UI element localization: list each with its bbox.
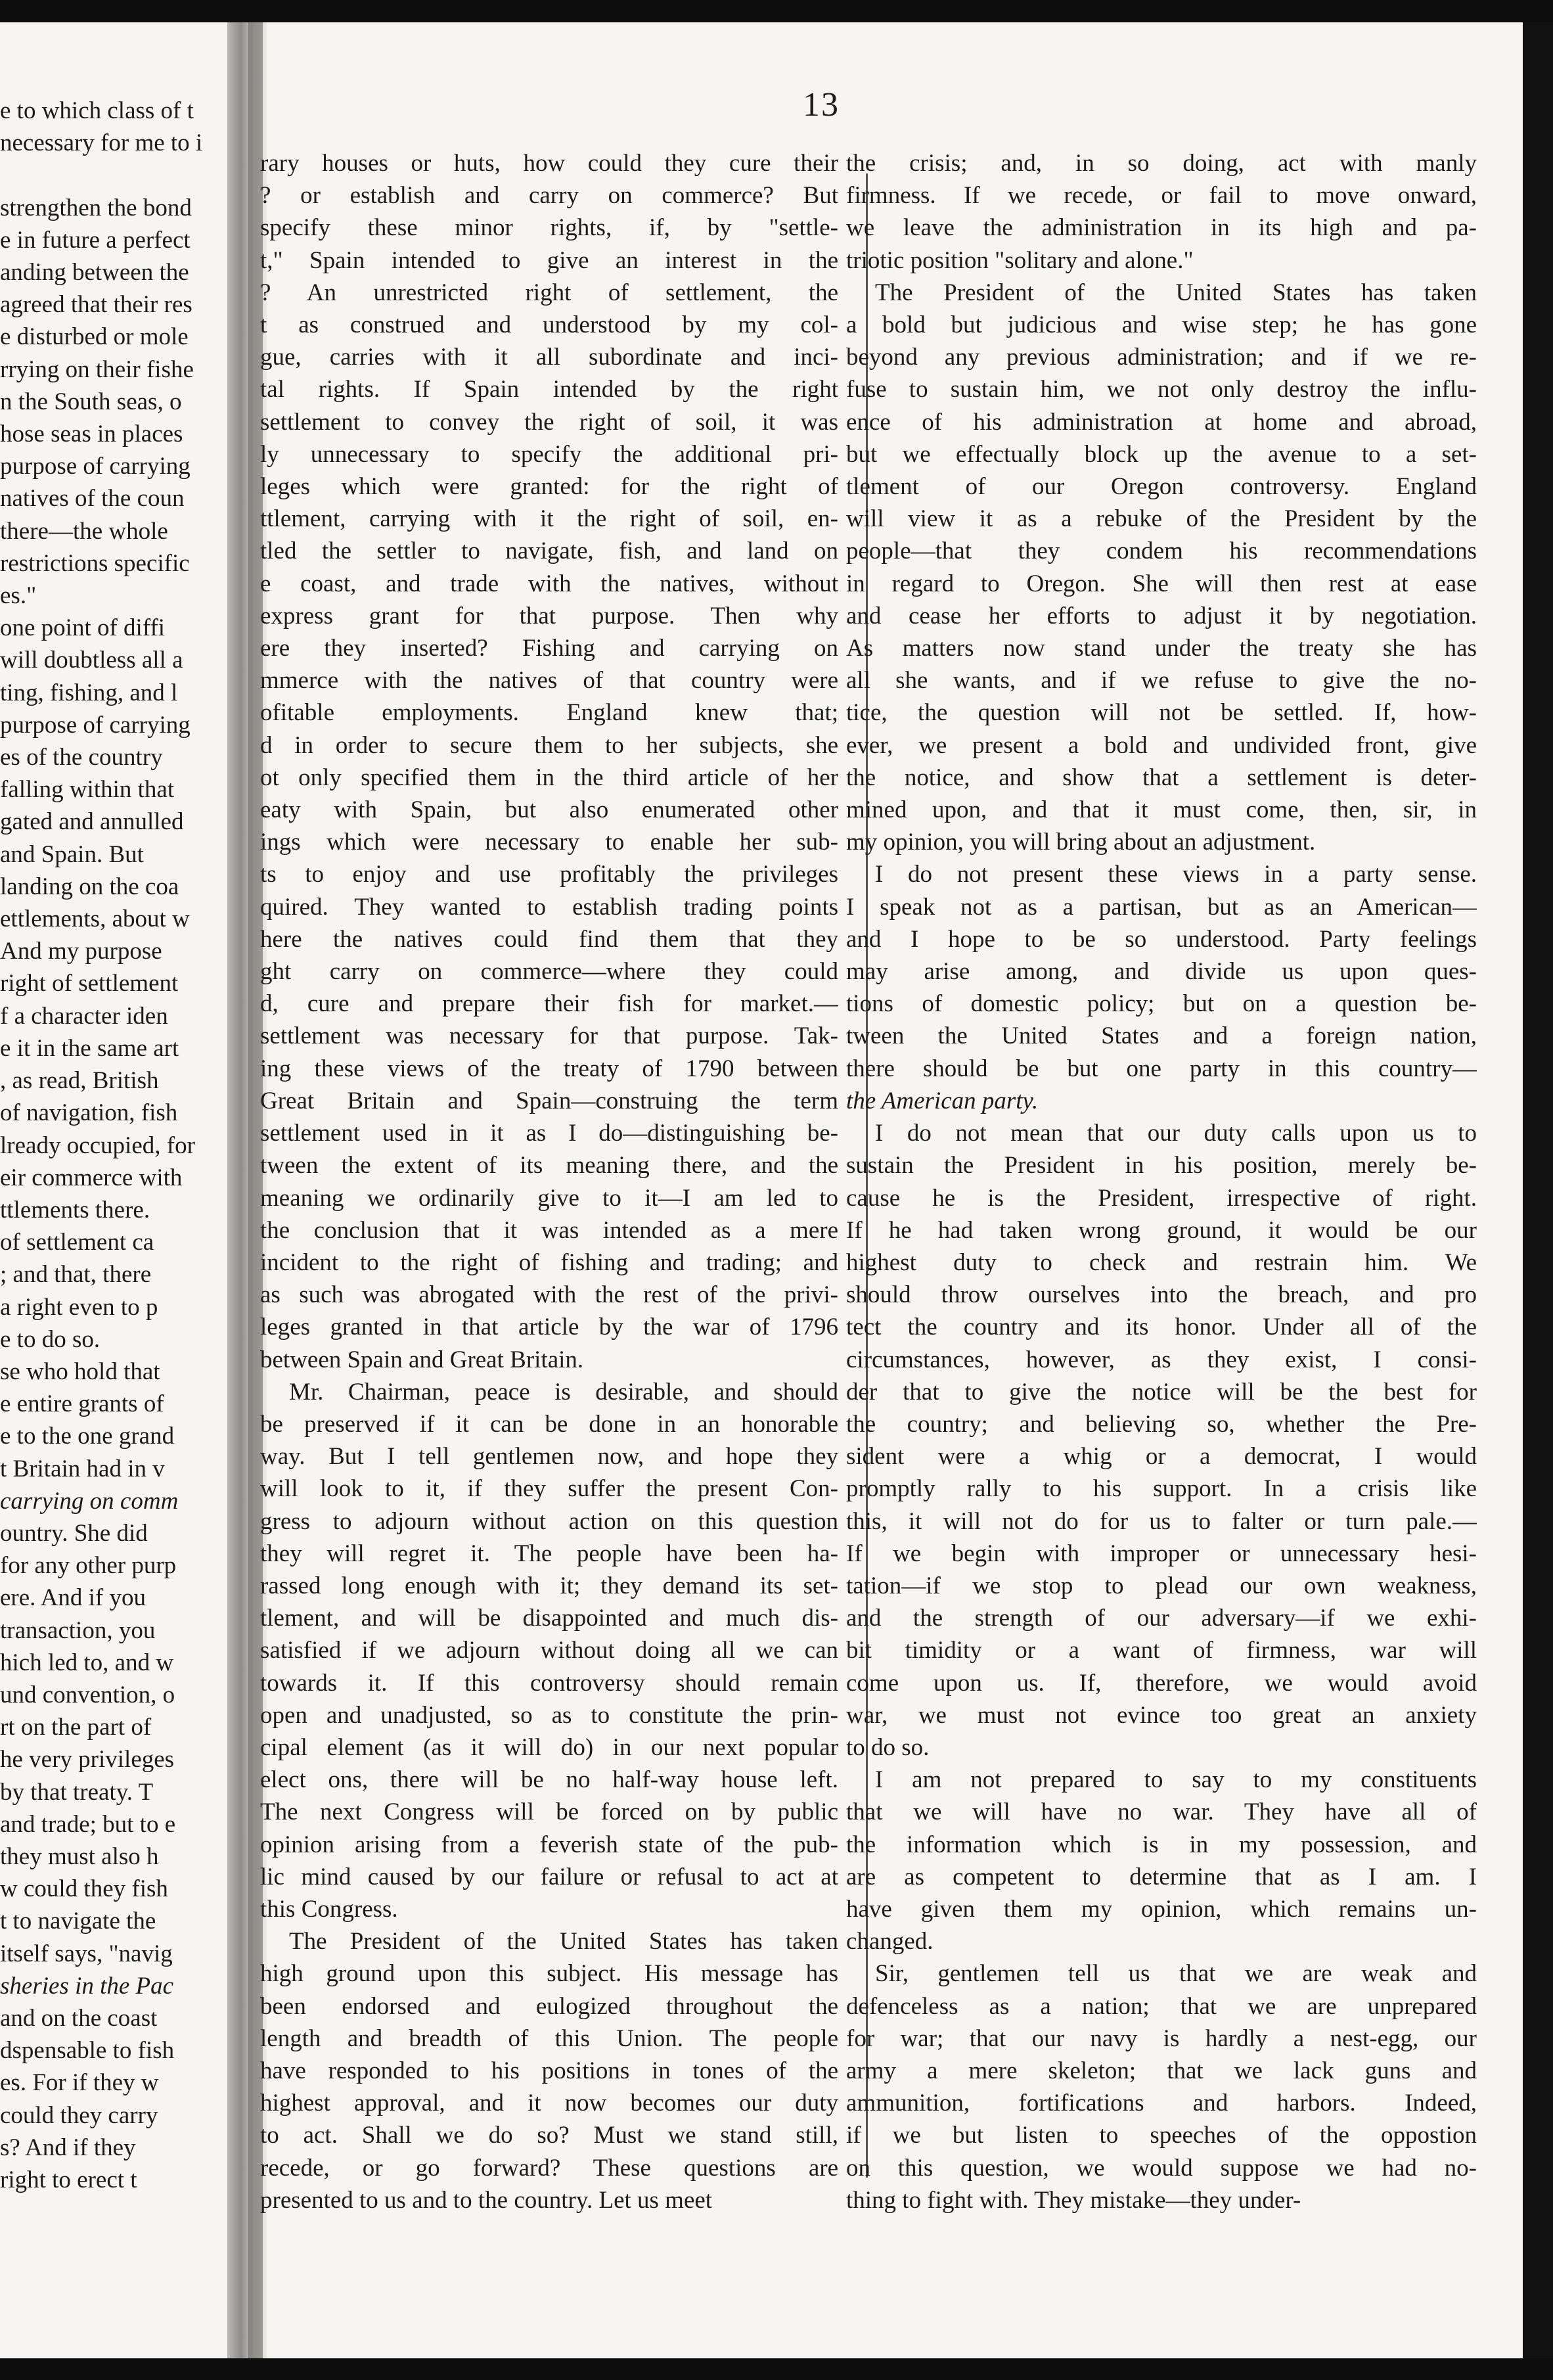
text-line: sident were a whig or a democrat, I would xyxy=(846,1443,1477,1471)
text-line: hich led to, and w xyxy=(0,1649,174,1676)
text-line: und convention, o xyxy=(0,1681,175,1708)
text-line: lready occupied, for xyxy=(0,1132,195,1159)
text-line: war, we must not evince too great an anxiety xyxy=(846,1701,1477,1729)
right-column xyxy=(846,147,1477,2216)
text-line: es. For if they w xyxy=(0,2069,159,2097)
text-line: ever, we present a bold and undivided front, give xyxy=(846,731,1477,759)
text-line: will look to it, if they suffer the present Con- xyxy=(260,1475,838,1503)
text-line xyxy=(0,159,231,191)
text-line: tlement of our Oregon controversy. England xyxy=(846,473,1477,501)
text-line: the information which is in my possession, and xyxy=(846,1831,1477,1858)
text-line: I speak not as a partisan, but as an American— xyxy=(846,893,1477,921)
text-line: circumstances, however, as they exist, I consi- xyxy=(846,1346,1477,1373)
text-line: have given them my opinion, which remains un- xyxy=(846,1895,1477,1923)
text-line: as such was abrogated with the rest of the privi- xyxy=(260,1281,838,1309)
text-line: ; and that, there xyxy=(0,1261,152,1289)
text-line: mined upon, and that it must come, then, sir, in xyxy=(846,796,1477,824)
text-line: should throw ourselves into the breach, and pro xyxy=(846,1281,1477,1309)
text-line: there should be but one party in this country— xyxy=(846,1055,1477,1082)
text-line: d, cure and prepare their fish for market.— xyxy=(260,990,838,1018)
text-line: Great Britain and Spain—construing the term xyxy=(260,1087,838,1114)
text-line: I am not prepared to say to my constituents xyxy=(875,1766,1477,1794)
text-line: tation—if we stop to plead our own weakness, xyxy=(846,1572,1477,1599)
text-line: t as construed and understood by my col- xyxy=(260,311,838,339)
text-line: by that treaty. T xyxy=(0,1778,154,1806)
text-line: satisfied if we adjourn without doing all we can xyxy=(260,1637,838,1664)
text-line: The President of the United States has taken xyxy=(875,279,1477,306)
text-line: the conclusion that it was intended as a mere xyxy=(260,1216,838,1244)
text-line: ence of his administration at home and abroad, xyxy=(846,408,1477,436)
text-line: and on the coast xyxy=(0,2004,158,2032)
text-line: defenceless as a nation; that we are unprepared xyxy=(846,1992,1477,2020)
text-line: he very privileges xyxy=(0,1746,175,1774)
text-line: presented to us and to the country. Let us meet xyxy=(260,2186,713,2214)
text-line: If we begin with improper or unnecessary hesi- xyxy=(846,1540,1477,1567)
text-line: mmerce with the natives of that country were xyxy=(260,667,838,695)
text-line: rt on the part of xyxy=(0,1714,152,1741)
text-line: I do not present these views in a party sense. xyxy=(875,861,1477,888)
text-line: ght carry on commerce—where they could xyxy=(260,958,838,986)
text-line: tlement, and will be disappointed and much dis- xyxy=(260,1605,838,1632)
text-line: the crisis; and, in so doing, act with manly xyxy=(846,150,1477,177)
text-line: settlement used in it as I do—distinguishing be- xyxy=(260,1120,838,1147)
text-line: open and unadjusted, so as to constitute the prin- xyxy=(260,1701,838,1729)
text-line: we leave the administration in its high and pa- xyxy=(846,214,1477,242)
text-line: highest approval, and it now becomes our duty xyxy=(260,2090,838,2117)
text-line: here the natives could find them that they xyxy=(260,925,838,953)
text-line: towards it. If this controversy should remain xyxy=(260,1669,838,1697)
text-line: hose seas in places xyxy=(0,421,183,448)
text-line: e coast, and trade with the natives, without xyxy=(260,570,838,597)
text-line: anding between the xyxy=(0,259,189,286)
left-page-fragment xyxy=(0,95,231,2196)
text-line: , as read, British xyxy=(0,1067,159,1095)
text-line: between Spain and Great Britain. xyxy=(260,1346,584,1373)
text-line: in regard to Oregon. She will then rest at ease xyxy=(846,570,1477,597)
text-line: Mr. Chairman, peace is desirable, and should xyxy=(289,1378,838,1406)
text-line: will doubtless all a xyxy=(0,647,183,674)
text-line: restrictions specific xyxy=(0,549,190,577)
text-line: ting, fishing, and l xyxy=(0,679,178,706)
text-line: ofitable employments. England knew that; xyxy=(260,699,838,727)
text-line: s? And if they xyxy=(0,2134,136,2161)
text-line: specify these minor rights, if, by "settle- xyxy=(260,214,838,242)
text-line: carrying on comm xyxy=(0,1487,179,1515)
text-line: if we but listen to speeches of the oppostion xyxy=(846,2122,1477,2149)
text-line: bit timidity or a want of firmness, war will xyxy=(846,1637,1477,1664)
text-line: that we will have no war. They have all of xyxy=(846,1798,1477,1826)
text-line: could they carry xyxy=(0,2101,158,2129)
text-line: firmness. If we recede, or fail to move onward, xyxy=(846,182,1477,210)
text-line: promptly rally to his support. In a crisis like xyxy=(846,1475,1477,1503)
text-line: this Congress. xyxy=(260,1895,398,1923)
text-line: se who hold that xyxy=(0,1358,160,1385)
text-line: ot only specified them in the third article of her xyxy=(260,764,838,791)
text-line: gue, carries with it all subordinate and inci- xyxy=(260,344,838,371)
text-line: sustain the President in his position, merely be- xyxy=(846,1152,1477,1179)
text-line: and I hope to be so understood. Party feelings xyxy=(846,925,1477,953)
text-line: leges which were granted: for the right of xyxy=(260,473,838,501)
text-line: es." xyxy=(0,582,37,610)
text-line: necessary for me to i xyxy=(0,129,203,157)
text-line: may arise among, and divide us upon ques- xyxy=(846,958,1477,986)
text-line: landing on the coa xyxy=(0,873,179,900)
text-line: thing to fight with. They mistake—they under- xyxy=(846,2186,1301,2214)
scanned-page xyxy=(0,22,1523,2358)
text-line: f a character iden xyxy=(0,1002,168,1030)
text-line: a bold but judicious and wise step; he has gone xyxy=(846,311,1477,339)
text-line: tions of domestic policy; but on a question be- xyxy=(846,990,1477,1018)
text-line: tect the country and its honor. Under all of the xyxy=(846,1314,1477,1341)
text-line: for war; that our navy is hardly a nest-egg, our xyxy=(846,2025,1477,2052)
text-line: people—that they condem his recommendations xyxy=(846,538,1477,565)
text-line: purpose of carrying xyxy=(0,453,191,480)
text-line: ettlements, about w xyxy=(0,905,190,933)
text-line: come upon us. If, therefore, we would avoid xyxy=(846,1669,1477,1697)
text-line: to do so. xyxy=(846,1733,930,1761)
text-line: ammunition, fortifications and harbors. Indeed, xyxy=(846,2090,1477,2117)
text-line: If he had taken wrong ground, it would be our xyxy=(846,1216,1477,1244)
text-line: length and breadth of this Union. The people xyxy=(260,2025,838,2052)
text-line: sheries in the Pac xyxy=(0,1972,174,2000)
text-line: e disturbed or mole xyxy=(0,323,189,351)
text-line: right of settlement xyxy=(0,970,179,997)
text-line: t Britain had in v xyxy=(0,1455,165,1482)
text-line: right to erect t xyxy=(0,2166,137,2193)
text-line: eir commerce with xyxy=(0,1164,183,1191)
text-line: ly unnecessary to specify the additional pri- xyxy=(260,440,838,468)
text-line: ere. And if you xyxy=(0,1584,146,1612)
text-line: beyond any previous administration; and if we re- xyxy=(846,344,1477,371)
text-line: purpose of carrying xyxy=(0,711,191,739)
text-line: way. But I tell gentlemen now, and hope they xyxy=(260,1443,838,1471)
text-line: falling within that xyxy=(0,776,175,804)
text-line: w could they fish xyxy=(0,1875,168,1903)
text-line: changed. xyxy=(846,1928,934,1956)
text-line: d in order to secure them to her subjects, she xyxy=(260,731,838,759)
text-line: rrying on their fishe xyxy=(0,355,194,383)
text-line: highest duty to check and restrain him. We xyxy=(846,1248,1477,1276)
text-line: ttlements there. xyxy=(0,1196,150,1224)
text-line: a right even to p xyxy=(0,1293,158,1321)
text-line: my opinion, you will bring about an adjustment. xyxy=(846,829,1316,856)
text-line: eaty with Spain, but also enumerated other xyxy=(260,796,838,824)
text-line: natives of the coun xyxy=(0,485,185,513)
text-line: recede, or go forward? These questions are xyxy=(260,2154,838,2182)
text-line: all she wants, and if we refuse to give the no- xyxy=(846,667,1477,695)
text-line: agreed that their res xyxy=(0,291,192,319)
text-line: dspensable to fish xyxy=(0,2037,175,2065)
text-line: settlement to convey the right of soil, it was xyxy=(260,408,838,436)
text-line: been endorsed and eulogized throughout the xyxy=(260,1992,838,2020)
text-line: tal rights. If Spain intended by the right xyxy=(260,376,838,403)
text-line: ings which were necessary to enable her sub- xyxy=(260,829,838,856)
text-line: and the strength of our adversary—if we exhi- xyxy=(846,1605,1477,1632)
text-line: n the South seas, o xyxy=(0,388,182,415)
text-line: The next Congress will be forced on by public xyxy=(260,1798,838,1826)
text-line: high ground upon this subject. His message has xyxy=(260,1960,838,1988)
text-line: have responded to his positions in tones of the xyxy=(260,2057,838,2084)
text-line: leges granted in that article by the war of 1796 xyxy=(260,1314,838,1341)
text-line: they must also h xyxy=(0,1842,159,1870)
text-line: this, it will not do for us to falter or turn pale.— xyxy=(846,1507,1477,1535)
text-line: opinion arising from a feverish state of the pub- xyxy=(260,1831,838,1858)
text-line: e to do so. xyxy=(0,1325,101,1353)
text-line: cipal element (as it will do) in our next popular xyxy=(260,1733,838,1761)
text-line: Sir, gentlemen tell us that we are weak and xyxy=(875,1960,1477,1988)
text-line: are as competent to determine that as I am. I xyxy=(846,1863,1477,1890)
text-line: e to the one grand xyxy=(0,1423,175,1450)
text-line: tice, the question will not be settled. If, how- xyxy=(846,699,1477,727)
text-line: of settlement ca xyxy=(0,1229,154,1256)
text-line: e it in the same art xyxy=(0,1034,179,1062)
text-line: one point of diffi xyxy=(0,614,166,642)
text-line: ere they inserted? Fishing and carrying on xyxy=(260,635,838,662)
text-line: ? An unrestricted right of settlement, the xyxy=(260,279,838,306)
text-line: cause he is the President, irrespective of right. xyxy=(846,1184,1477,1212)
text-line: incident to the right of fishing and trading; and xyxy=(260,1248,838,1276)
text-line: but we effectually block up the avenue to a set- xyxy=(846,440,1477,468)
text-line: ttlement, carrying with it the right of soil, en- xyxy=(260,505,838,533)
text-line: settlement was necessary for that purpose. Tak- xyxy=(260,1022,838,1050)
text-line: on this question, we would suppose we had no- xyxy=(846,2154,1477,2182)
text-line: transaction, you xyxy=(0,1616,156,1644)
text-line: lic mind caused by our failure or refusal to act at xyxy=(260,1863,838,1890)
text-line: the country; and believing so, whether the Pre- xyxy=(846,1410,1477,1438)
text-line: e to which class of t xyxy=(0,97,194,124)
middle-column xyxy=(260,147,838,2216)
page-number: 13 xyxy=(803,86,840,124)
text-line: express grant for that purpose. Then why xyxy=(260,602,838,629)
text-line: And my purpose xyxy=(0,938,162,965)
text-line: meaning we ordinarily give to it—I am led to xyxy=(260,1184,838,1212)
text-line: ing these views of the treaty of 1790 between xyxy=(260,1055,838,1082)
text-line: of navigation, fish xyxy=(0,1099,178,1127)
text-line: gress to adjourn without action on this question xyxy=(260,1507,838,1535)
text-line: the American party. xyxy=(846,1087,1039,1114)
text-line: ? or establish and carry on commerce? But xyxy=(260,182,838,210)
text-line: to act. Shall we do so? Must we stand still, xyxy=(260,2122,838,2149)
text-line: elect ons, there will be no half-way house left. xyxy=(260,1766,838,1794)
text-line: they will regret it. The people have been ha- xyxy=(260,1540,838,1567)
text-line: I do not mean that our duty calls upon us to xyxy=(875,1120,1477,1147)
text-line: t to navigate the xyxy=(0,1908,156,1935)
text-line: ountry. She did xyxy=(0,1519,148,1547)
text-line: t," Spain intended to give an interest in the xyxy=(260,246,838,274)
text-line: es of the country xyxy=(0,744,163,771)
text-line: tween the United States and a foreign nation, xyxy=(846,1022,1477,1050)
text-line: e entire grants of xyxy=(0,1390,164,1418)
text-line: and trade; but to e xyxy=(0,1810,176,1838)
text-line: quired. They wanted to establish trading points xyxy=(260,893,838,921)
text-line: will view it as a rebuke of the President by the xyxy=(846,505,1477,533)
scan-border xyxy=(1523,22,1553,2358)
text-line: for any other purp xyxy=(0,1552,177,1580)
text-line: e in future a perfect xyxy=(0,226,191,254)
text-line: ts to enjoy and use profitably the privileges xyxy=(260,861,838,888)
text-line: itself says, "navig xyxy=(0,1940,173,1967)
text-line: rassed long enough with it; they demand its set- xyxy=(260,1572,838,1599)
text-line: gated and annulled xyxy=(0,808,184,836)
text-line: tled the settler to navigate, fish, and land on xyxy=(260,538,838,565)
text-line: fuse to sustain him, we not only destroy the influ- xyxy=(846,376,1477,403)
text-line: triotic position "solitary and alone." xyxy=(846,246,1194,274)
text-line: army a mere skeleton; that we lack guns and xyxy=(846,2057,1477,2084)
text-line: and cease her efforts to adjust it by negotiation. xyxy=(846,602,1477,629)
text-line: tween the extent of its meaning there, and the xyxy=(260,1152,838,1179)
text-line: The President of the United States has taken xyxy=(289,1928,838,1956)
text-line: As matters now stand under the treaty she has xyxy=(846,635,1477,662)
text-line: there—the whole xyxy=(0,517,168,545)
text-line: der that to give the notice will be the best for xyxy=(846,1378,1477,1406)
text-line: rary houses or huts, how could they cure their xyxy=(260,150,838,177)
text-line: and Spain. But xyxy=(0,840,144,868)
text-line: strengthen the bond xyxy=(0,194,192,221)
text-line: be preserved if it can be done in an honorable xyxy=(260,1410,838,1438)
text-line: the notice, and show that a settlement is deter- xyxy=(846,764,1477,791)
